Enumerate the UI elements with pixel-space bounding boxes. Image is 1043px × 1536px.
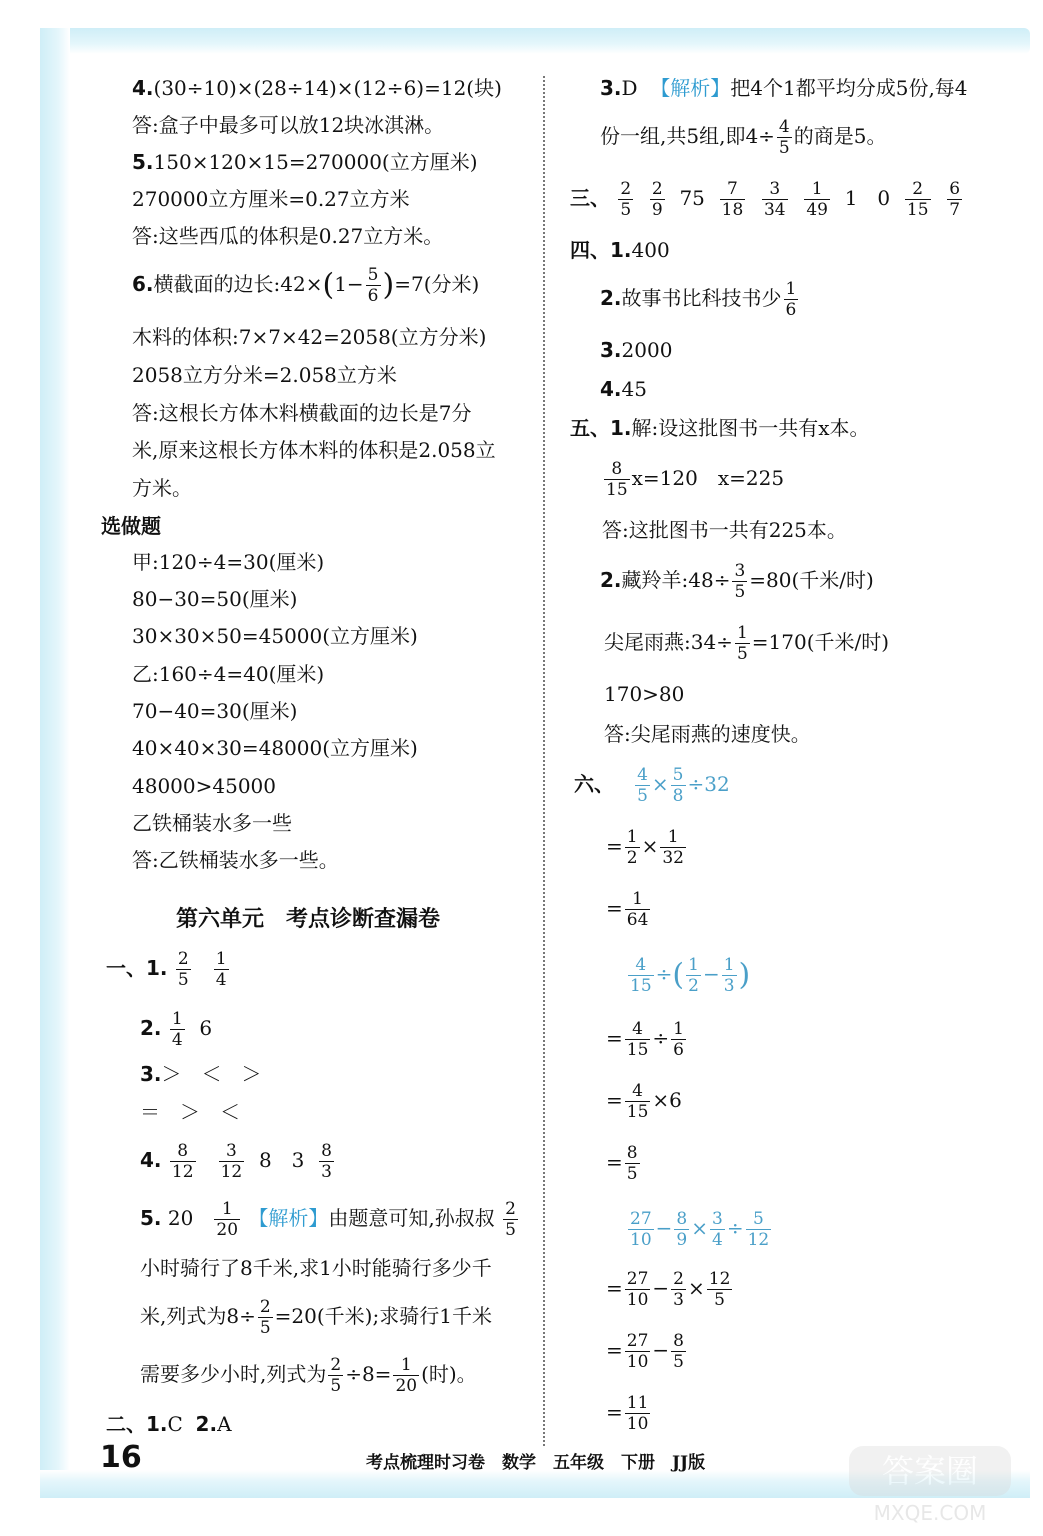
tail: ×6 [652, 1088, 682, 1112]
denominator: 10 [626, 1352, 649, 1372]
comparison-row2: ＝ ＞ ＜ [140, 1100, 240, 1124]
section4-label: 四、1. [570, 238, 632, 262]
q5-answer: 答:这些西瓜的体积是0.27立方米。 [132, 224, 444, 248]
numerator: 2 [259, 1297, 271, 1317]
answer-text: 尖尾雨燕:34÷ [604, 630, 733, 654]
optional-line: 70−40=30(厘米) [132, 699, 298, 723]
equation: x=120 x=225 [631, 466, 785, 490]
section5-q2 [600, 558, 874, 602]
numerator: 4 [628, 955, 654, 976]
section5-compare: 170>80 [604, 682, 685, 706]
comparison-row1: ＞ ＜ ＞ [161, 1062, 262, 1086]
denominator: 5 [330, 1376, 342, 1396]
denominator: 9 [676, 1230, 688, 1250]
fraction [804, 179, 830, 220]
section1-q5 [140, 1196, 520, 1240]
teal-expression: $\frac{4}{5}$ × $\frac{5}{8}$ ÷32 [637, 765, 730, 806]
left-paren: ( [322, 267, 335, 303]
answer-text: 故事书比科技书少 [621, 286, 782, 310]
q6-prefix: 横截面的边长:42× [153, 272, 323, 296]
denominator: 5 [736, 644, 748, 664]
unit-title: 第六单元 考点诊断查漏卷 [176, 907, 441, 932]
q6-answer-line3: 方米。 [132, 476, 192, 500]
numerator: 12 [708, 1269, 731, 1289]
denominator: 5 [637, 786, 648, 806]
numerator: 8 [626, 1143, 638, 1163]
denominator: 5 [505, 1220, 516, 1240]
analysis-text: 份一组,共5组,即4÷ [600, 124, 775, 148]
fraction [628, 1209, 654, 1250]
numerator: 1 [214, 1199, 240, 1220]
fraction [746, 1209, 772, 1250]
denominator: 12 [220, 1162, 243, 1182]
section6-problem1 [574, 762, 730, 806]
section1-q1 [106, 946, 231, 990]
numerator: 1 [785, 279, 797, 299]
denominator: 6 [367, 286, 379, 306]
section2-label: 二、1. [106, 1412, 168, 1436]
section1-q2 [140, 1006, 212, 1050]
answer-text: 藏羚羊:48÷ [621, 568, 731, 592]
denominator: 6 [785, 300, 797, 320]
fraction [319, 1141, 334, 1182]
numerator: 3 [219, 1141, 245, 1162]
numerator: 2 [330, 1355, 342, 1375]
denominator: 3 [321, 1162, 332, 1182]
section2 [106, 1410, 232, 1438]
fraction [625, 1081, 651, 1122]
numerator: 3 [734, 561, 746, 581]
value: 6 [199, 1016, 213, 1040]
denominator: 5 [714, 1290, 725, 1310]
section4-q1 [570, 236, 670, 264]
fraction [777, 117, 792, 158]
fraction [219, 1141, 245, 1182]
fraction [720, 179, 746, 220]
section5-label: 五、1. [570, 416, 632, 440]
fraction [650, 179, 665, 220]
numerator: 1 [215, 949, 227, 969]
section3 [570, 176, 964, 220]
analysis-line [140, 1294, 492, 1338]
denominator: 2 [626, 848, 638, 868]
analysis-text: 米,列式为8÷ [140, 1304, 256, 1328]
q2-number: 2. [600, 568, 622, 592]
denominator: 7 [949, 200, 961, 220]
right-paren: ) [738, 957, 751, 993]
numerator: 3 [712, 1209, 723, 1229]
fraction [710, 1209, 725, 1250]
answer: A [217, 1412, 232, 1436]
section6-problem3: $\frac{27}{10}$ − $\frac{8}{9}$ × $\frac{3}{4}$ ÷ $\frac{5}{12}$ [630, 1209, 770, 1250]
fraction [625, 827, 640, 868]
optional-line: 48000>45000 [132, 774, 277, 798]
numerator: 1 [660, 827, 686, 848]
answer-text: 解:设这批图书一共有x本。 [631, 416, 870, 440]
numerator: 2 [651, 179, 663, 199]
step: = $\frac{4}{15}$ ÷ $\frac{1}{6}$ [606, 1019, 684, 1060]
watermark-url: MXQE.COM [873, 1501, 987, 1525]
denominator: 10 [626, 1290, 649, 1310]
denominator: 9 [651, 200, 663, 220]
section4-q4 [600, 375, 647, 403]
fraction [625, 1019, 651, 1060]
section4-q2 [600, 276, 800, 320]
q2-number: 2. [140, 1016, 162, 1040]
q6-answer-line2: 米,原来这根长方体木料的体积是2.058立 [132, 438, 496, 462]
step: = $\frac{1}{64}$ [606, 889, 649, 930]
analysis-line [140, 1352, 477, 1396]
denominator: 4 [215, 970, 227, 990]
denominator: 34 [763, 200, 786, 220]
step: = $\frac{27}{10}$ − $\frac{2}{3}$ × $\frac{12}{5}$ [606, 1269, 731, 1310]
optional-line: 甲:120÷4=30(厘米) [132, 550, 325, 574]
q6-number: 6. [132, 272, 154, 296]
numerator: 2 [673, 1269, 684, 1289]
fraction [735, 623, 750, 664]
numerator: 1 [171, 1009, 183, 1029]
denominator: 15 [626, 1040, 649, 1060]
value: 20 [167, 1206, 194, 1230]
analysis-tag: 【解析】 [650, 76, 731, 100]
answer: C [167, 1412, 183, 1436]
q3-number: 3. [600, 338, 622, 362]
tail: ÷32 [687, 772, 730, 796]
answer-text: =170(千米/时) [751, 630, 890, 654]
fraction [784, 279, 799, 320]
denominator: 10 [630, 1230, 652, 1250]
fraction [635, 765, 650, 806]
section1-q4 [140, 1138, 336, 1182]
denominator: 15 [626, 1102, 649, 1122]
fraction [674, 1209, 689, 1250]
numerator: 5 [367, 265, 379, 285]
fraction [604, 459, 630, 500]
denominator: 4 [712, 1230, 723, 1250]
denominator: 32 [662, 848, 684, 868]
step: = $\frac{4}{15}$ ×6 [606, 1081, 682, 1122]
numerator: 4 [625, 1081, 651, 1102]
optional-answer: 答:乙铁桶装水多一些。 [132, 848, 339, 872]
fraction [170, 1009, 185, 1050]
decorative-border-left [40, 28, 70, 1498]
fraction [625, 1393, 651, 1434]
fraction [625, 1143, 640, 1184]
fraction [686, 955, 701, 996]
denominator: 6 [673, 1040, 684, 1060]
section4-q3 [600, 336, 672, 364]
denominator: 20 [216, 1220, 239, 1240]
fraction [671, 765, 686, 806]
denominator: 5 [673, 1352, 684, 1372]
fraction [258, 1297, 273, 1338]
numerator: 1 [804, 179, 830, 200]
analysis-tag: 【解析】 [248, 1206, 329, 1230]
column-divider [543, 76, 545, 1446]
numerator: 5 [746, 1209, 772, 1230]
watermark-logo [845, 1440, 1015, 1528]
r-q3-line2 [600, 114, 886, 158]
footer-info: 考点梳理时习卷 数学 五年级 下册 JJ版 [366, 1453, 706, 1473]
denominator: 5 [734, 582, 746, 602]
fraction [732, 561, 747, 602]
denominator: 20 [395, 1376, 418, 1396]
fraction [671, 1269, 686, 1310]
denominator: 10 [626, 1414, 649, 1434]
numerator: 1 [393, 1355, 419, 1376]
fraction [366, 265, 381, 306]
fraction [762, 179, 788, 220]
numerator: 11 [626, 1393, 649, 1413]
step: = $\frac{8}{5}$ [606, 1143, 638, 1184]
q6-result: =7(分米) [394, 272, 480, 296]
numerator: 1 [625, 889, 651, 910]
q5-number: 5. [132, 150, 154, 174]
optional-line: 乙:160÷4=40(厘米) [132, 662, 325, 686]
watermark-text: 答案圈 [881, 1452, 979, 1490]
analysis-text: 的商是5。 [793, 124, 887, 148]
q5-number: 5. [140, 1206, 162, 1230]
numerator: 6 [949, 179, 961, 199]
denominator: 3 [723, 976, 735, 996]
section5-q2-line2 [604, 620, 889, 664]
numerator: 1 [688, 955, 699, 975]
q6-one-minus: 1− [334, 272, 364, 296]
q6-volume: 木料的体积:7×7×42=2058(立方分米) [132, 325, 487, 349]
denominator: 4 [171, 1030, 183, 1050]
numerator: 2 [177, 949, 189, 969]
optional-line: 40×40×30=48000(立方厘米) [132, 736, 418, 760]
numerator: 5 [672, 765, 684, 785]
denominator: 18 [721, 200, 744, 220]
denominator: 49 [806, 200, 828, 220]
decorative-border-top [40, 28, 1030, 54]
section1-label: 一、1. [106, 956, 168, 980]
section1-q3 [140, 1060, 262, 1088]
numerator: 1 [723, 955, 735, 975]
numerator: 4 [778, 117, 790, 137]
numerator: 8 [170, 1141, 196, 1162]
fraction [671, 1331, 686, 1372]
fraction [625, 1331, 651, 1372]
fraction [176, 949, 191, 990]
denominator: 3 [673, 1290, 684, 1310]
fraction [660, 827, 686, 868]
denominator: 15 [906, 200, 929, 220]
optional-line: 30×30×50=45000(立方厘米) [132, 624, 418, 648]
value: 75 [679, 186, 705, 210]
q5-expression: 150×120×15=270000(立方厘米) [153, 150, 478, 174]
answer: D [621, 76, 638, 100]
r-q3 [600, 74, 968, 102]
fraction [214, 1199, 240, 1240]
q3-number: 3. [600, 76, 622, 100]
analysis-text: 小时骑行了8千米,求1小时能骑行多少千 [140, 1256, 492, 1280]
answer: 2000 [621, 338, 673, 362]
denominator: 64 [626, 910, 649, 930]
q6-conversion: 2058立方分米=2.058立方米 [132, 363, 397, 387]
q4-number: 4. [140, 1148, 162, 1172]
denominator: 12 [747, 1230, 770, 1250]
denominator: 15 [630, 976, 652, 996]
denominator: 5 [259, 1318, 271, 1338]
fraction [328, 1355, 343, 1396]
fraction [707, 1269, 733, 1310]
analysis-text: =20(千米);求骑行1千米 [274, 1304, 492, 1328]
numerator: 2 [620, 179, 632, 199]
numerator: 2 [505, 1199, 516, 1219]
denominator: 5 [778, 138, 790, 158]
numerator: 7 [720, 179, 746, 200]
answer-q4 [132, 74, 502, 102]
optional-line: 80−30=50(厘米) [132, 587, 298, 611]
analysis-text: (时)。 [421, 1362, 477, 1386]
section6-problem2: $\frac{4}{15}$ ÷( $\frac{1}{2}$ − $\frac{1}{3}$ ) [630, 955, 751, 996]
section5-answer: 答:这批图书一共有225本。 [602, 518, 847, 542]
fraction [722, 955, 737, 996]
numerator: 4 [637, 765, 648, 785]
answer-text: =80(千米/时) [749, 568, 874, 592]
answer-q5 [132, 148, 478, 176]
numerator: 1 [736, 623, 748, 643]
answer-q6 [132, 262, 479, 308]
analysis-text: 由题意可知,孙叔叔 [328, 1206, 495, 1230]
numerator: 1 [626, 827, 638, 847]
right-paren: ) [382, 267, 395, 303]
section6-label: 六、 [574, 772, 614, 796]
section5-answer2: 答:尖尾雨燕的速度快。 [604, 722, 811, 746]
denominator: 15 [606, 480, 628, 500]
fraction [393, 1355, 419, 1396]
fraction [625, 1269, 651, 1310]
q4-number: 4. [600, 377, 622, 401]
values: 8 3 [258, 1148, 305, 1172]
values: 1 0 [844, 186, 891, 210]
fraction [947, 179, 962, 220]
optional-line: 乙铁桶装水多一些 [132, 811, 292, 835]
step: = $\frac{27}{10}$ − $\frac{8}{5}$ [606, 1331, 684, 1372]
answer-q4-text: 答:盒子中最多可以放12块冰淇淋。 [132, 113, 445, 137]
numerator: 3 [762, 179, 788, 200]
q6-answer-line1: 答:这根长方体木料横截面的边长是7分 [132, 401, 472, 425]
numerator: 27 [630, 1209, 652, 1229]
fraction [671, 1019, 686, 1060]
numerator: 4 [625, 1019, 651, 1040]
denominator: 5 [177, 970, 189, 990]
analysis-text: 需要多少小时,列式为 [140, 1362, 327, 1386]
numerator: 8 [676, 1209, 688, 1229]
page-number: 16 [100, 1440, 142, 1475]
analysis-text: ÷8= [345, 1362, 392, 1386]
denominator: 8 [672, 786, 684, 806]
q3-number: 3. [140, 1062, 162, 1086]
numerator: 1 [673, 1019, 684, 1039]
step: = $\frac{1}{2}$ × $\frac{1}{32}$ [606, 827, 684, 868]
answer: 400 [631, 238, 670, 262]
fraction [503, 1199, 518, 1240]
numerator: 8 [673, 1331, 684, 1351]
denominator: 5 [626, 1164, 638, 1184]
q2-number: 2. [600, 286, 622, 310]
section5-equation [602, 456, 784, 500]
fraction [618, 179, 633, 220]
fraction [625, 889, 651, 930]
fraction [628, 955, 654, 996]
q4-number: 4. [132, 76, 154, 100]
optional-section-title: 选做题 [101, 514, 161, 538]
section5-q1 [570, 414, 870, 442]
denominator: 2 [688, 976, 699, 996]
fraction [905, 179, 931, 220]
answer: 45 [621, 377, 647, 401]
analysis-text: 把4个1都平均分成5份,每4 [730, 76, 968, 100]
step: = $\frac{11}{10}$ [606, 1393, 649, 1434]
denominator: 12 [171, 1162, 194, 1182]
numerator: 27 [626, 1331, 649, 1351]
numerator: 8 [604, 459, 630, 480]
q4-expression: (30÷10)×(28÷14)×(12÷6)=12(块) [153, 76, 502, 100]
fraction [170, 1141, 196, 1182]
denominator: 5 [620, 200, 632, 220]
numerator: 2 [905, 179, 931, 200]
numerator: 27 [626, 1269, 649, 1289]
q2-number: 2. [195, 1412, 218, 1436]
left-paren: ( [672, 957, 685, 993]
q5-conversion: 270000立方厘米=0.27立方米 [132, 187, 410, 211]
section3-label: 三、 [570, 186, 610, 210]
fraction [214, 949, 229, 990]
numerator: 8 [321, 1141, 332, 1161]
